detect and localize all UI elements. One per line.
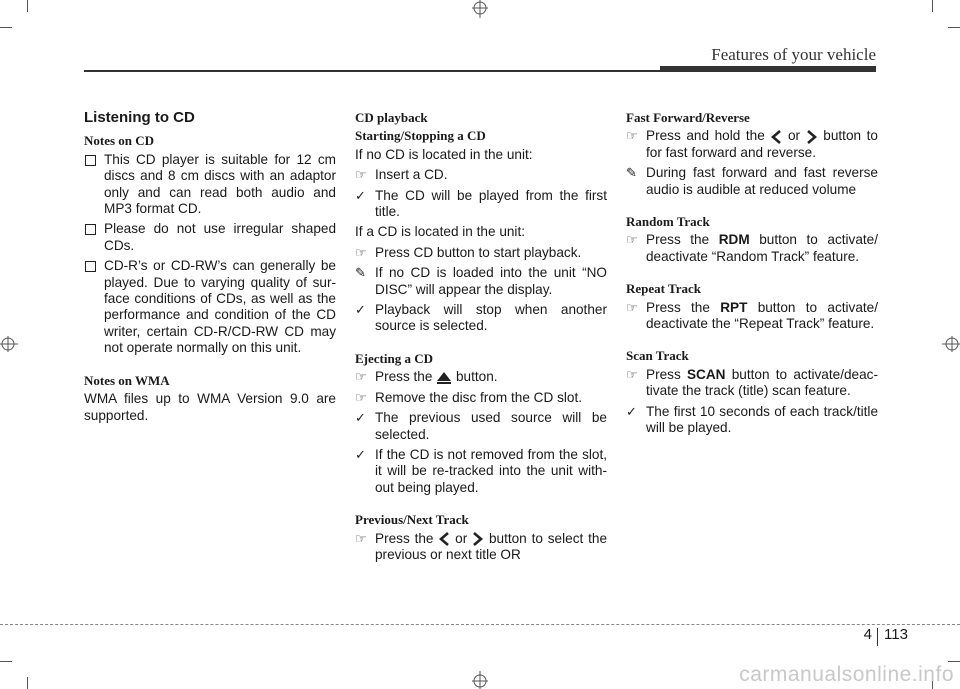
step-item: ☞ Press the button. (355, 369, 498, 385)
header-bar (660, 66, 876, 72)
chapter-number: 4 (863, 626, 872, 643)
crop-mark (27, 677, 28, 689)
notes-cd-heading: Notes on CD (84, 133, 155, 149)
no-cd-text: If no CD is located in the unit: (355, 146, 533, 162)
button-keyword: RPT (720, 299, 748, 315)
cd-playback-heading: CD playback (355, 110, 428, 125)
step-item: ☞ Press the RPT button to activate/ deactivate the “Repeat Track” feature. (626, 299, 879, 332)
eject-heading: Ejecting a CD (355, 350, 433, 366)
pointing-hand-icon: ☞ (355, 369, 367, 385)
pointing-hand-icon: ☞ (355, 389, 367, 405)
page-number: 113 (884, 626, 908, 643)
repeat-heading: Repeat Track (626, 281, 701, 297)
pointing-hand-icon: ☞ (626, 232, 638, 248)
crop-mark (27, 0, 28, 12)
registration-mark-top (470, 0, 490, 20)
column-1 (84, 110, 336, 428)
step-item: ☞ Press the or button to select the previous or next title OR (355, 530, 608, 562)
crop-mark (932, 0, 933, 12)
prevnext-heading: Previous/Next Track (355, 512, 469, 528)
registration-mark-right (940, 334, 960, 354)
random-heading: Random Track (626, 214, 710, 230)
pointing-hand-icon: ☞ (626, 128, 638, 144)
check-mark-icon: ✓ (355, 446, 366, 462)
chevron-left-icon (770, 129, 782, 145)
page-header-title: Features of your vehicle (711, 45, 876, 64)
check-item: ✓ Playback will stop when another source is selected. (355, 302, 607, 334)
notes-wma-text: WMA files up to WMA Version 9.0 are supported. (84, 391, 336, 423)
list-item: CD-R’s or CD-RW’s can generally be played. Due to varying quality of sur-face conditions of CDs, as well as the performance and condition of the CD writer, certain CD-R/CD-RW CD may not operate normally on this unit. (84, 258, 336, 356)
button-keyword: RDM (718, 232, 750, 248)
crop-mark (948, 661, 960, 662)
crop-mark (0, 661, 12, 662)
section-title: Listening to CD (84, 109, 195, 126)
chevron-left-icon (438, 531, 450, 547)
step-item: ☞ Press SCAN button to activate/deac-tivate the track (title) scan feature. (626, 366, 878, 399)
square-bullet-icon (85, 155, 96, 166)
footer-divider (877, 628, 878, 646)
column-3 (626, 110, 878, 441)
footer-rule (0, 624, 960, 625)
square-bullet-icon (85, 224, 96, 235)
check-mark-icon: ✓ (355, 410, 366, 426)
pointing-hand-icon: ☞ (355, 244, 367, 260)
check-item: ✓ If the CD is not removed from the slot, it will be re-tracked into the unit with-out being played. (355, 446, 607, 495)
crop-mark (948, 27, 960, 28)
scan-heading: Scan Track (626, 348, 689, 364)
square-bullet-icon (85, 261, 96, 272)
column-2 (355, 110, 607, 567)
check-mark-icon: ✓ (355, 187, 366, 203)
pointing-hand-icon: ☞ (626, 366, 638, 382)
check-item: ✓ The first 10 seconds of each track/title will be played. (626, 403, 878, 436)
start-stop-heading: Starting/Stopping a CD (355, 128, 486, 144)
step-item: ☞ Press and hold the or button to for fast forward and reverse. (626, 128, 878, 160)
pencil-icon: ✎ (355, 265, 366, 281)
note-item: ✎ If no CD is loaded into the unit “NO DISC” will appear the display. (355, 265, 607, 297)
crop-mark (0, 27, 12, 28)
chevron-right-icon (806, 129, 818, 145)
cd-located-text: If a CD is located in the unit: (355, 224, 526, 240)
pencil-icon: ✎ (626, 165, 637, 181)
notes-wma-heading: Notes on WMA (84, 372, 170, 388)
list-item: This CD player is suitable for 12 cm discs and 8 cm discs with an adaptor only and can read both audio and MP3 format CD. (84, 152, 336, 218)
registration-mark-bottom (470, 669, 490, 689)
chevron-right-icon (472, 531, 484, 547)
step-item: ☞ Press CD button to start playback. (355, 244, 582, 260)
note-item: ✎ During fast forward and fast reverse audio is audible at reduced volume (626, 165, 878, 197)
step-item: ☞ Press the RDM button to activate/ deactivate “Random Track” feature. (626, 232, 879, 264)
pointing-hand-icon: ☞ (355, 167, 367, 183)
step-item: ☞ Remove the disc from the CD slot. (355, 389, 582, 405)
step-item: ☞ Insert a CD. (355, 167, 448, 183)
watermark: carmanualsonline.info (739, 663, 954, 686)
list-item: Please do not use irregular shaped CDs. (84, 221, 336, 254)
check-item: ✓ The CD will be played from the first title. (355, 187, 607, 220)
check-mark-icon: ✓ (626, 403, 637, 419)
pointing-hand-icon: ☞ (355, 530, 367, 546)
ff-heading: Fast Forward/Reverse (626, 110, 750, 125)
check-item: ✓ The previous used source will be selected. (355, 410, 607, 442)
pointing-hand-icon: ☞ (626, 299, 638, 315)
button-keyword: SCAN (686, 366, 726, 382)
check-mark-icon: ✓ (355, 302, 366, 318)
eject-icon (436, 371, 452, 385)
registration-mark-left (0, 334, 20, 354)
